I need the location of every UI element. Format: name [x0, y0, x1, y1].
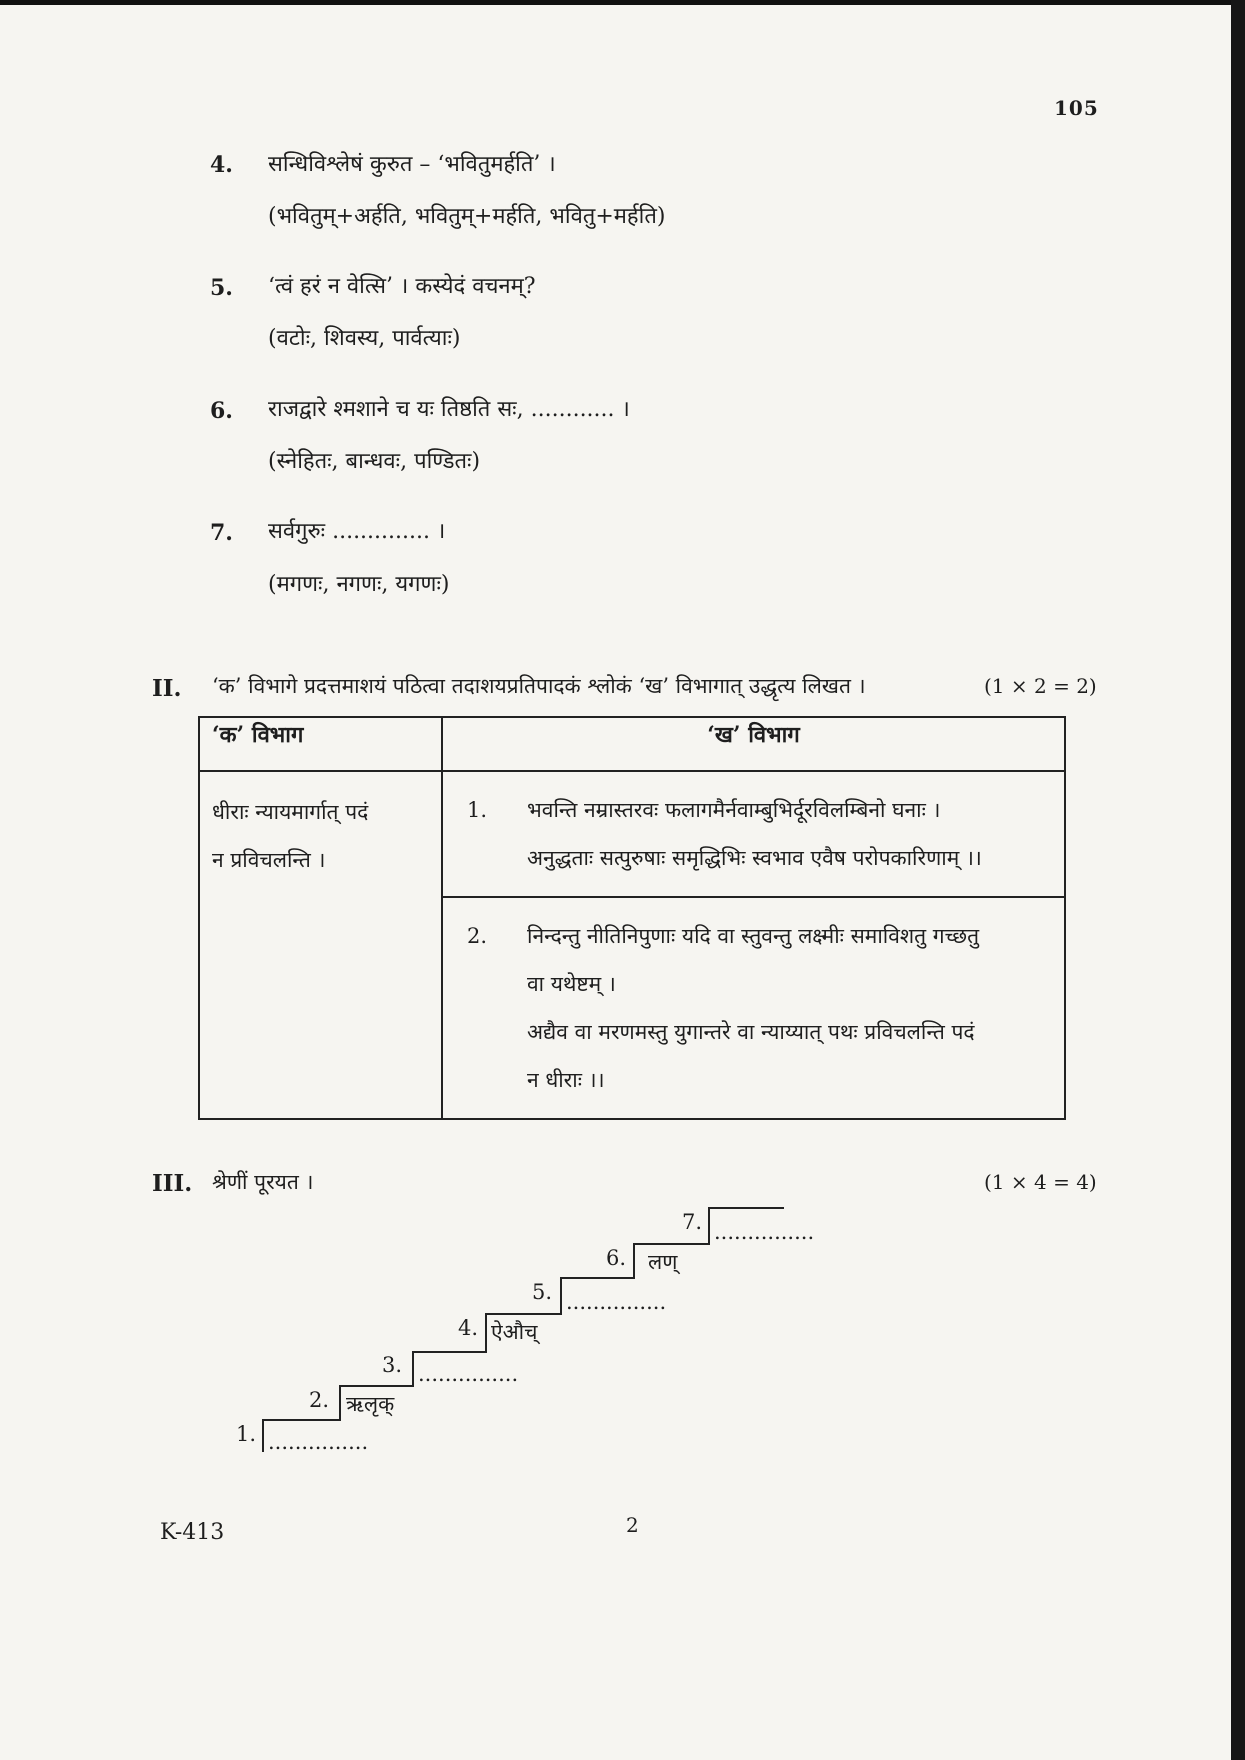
section-marks: (1 × 4 = 4) — [984, 1170, 1097, 1194]
step-number: 3. — [382, 1353, 403, 1377]
step-number: 2. — [309, 1388, 330, 1412]
page-number: 105 — [1054, 96, 1099, 120]
question-options: (स्नेहितः, बान्धवः, पण्डितः) — [268, 449, 481, 474]
paper-code: K-413 — [160, 1520, 225, 1545]
table-header-right: ‘ख’ विभाग — [442, 717, 1065, 771]
question-number: 5. — [210, 275, 233, 301]
left-line: न प्रविचलन्ति । — [212, 848, 326, 872]
section-marks: (1 × 2 = 2) — [984, 674, 1097, 698]
step-number: 7. — [682, 1210, 703, 1234]
question-text: ‘त्वं हरं न वेत्सि’ । कस्येदं वचनम्? — [268, 274, 536, 299]
step-blank: ............... — [418, 1362, 519, 1386]
left-line: धीराः न्यायमार्गात् पदं — [212, 800, 369, 824]
shloka-number: 2. — [467, 924, 488, 948]
question-options: (भवितुम्+अर्हति, भवितुम्+मर्हति, भवितु+मर्हति) — [268, 204, 666, 229]
question-number: 6. — [210, 398, 233, 424]
step-value: ऐऔच् — [491, 1320, 538, 1344]
shloka-line: वा यथेष्टम् । — [527, 972, 616, 996]
shloka-line: अनुद्धताः सत्पुरुषाः समृद्धिभिः स्वभाव एवैष परोपकारिणाम् ।। — [527, 846, 982, 870]
step-value: ऋलृक् — [346, 1392, 395, 1416]
section-instruction: श्रेणीं पूरयत । — [212, 1170, 314, 1194]
section-number: III. — [152, 1170, 193, 1197]
step-number: 6. — [606, 1246, 627, 1270]
step-number: 1. — [236, 1422, 257, 1446]
question-text: राजद्वारे श्मशाने च यः तिष्ठति सः, ............ । — [268, 397, 630, 422]
step-blank: ............... — [714, 1220, 815, 1244]
question-options: (वटोः, शिवस्य, पार्वत्याः) — [268, 326, 461, 351]
step-number: 4. — [458, 1316, 479, 1340]
table-header-left: ‘क’ विभाग — [199, 717, 442, 771]
section-instruction: ‘क’ विभागे प्रदत्तमाशयं पठित्वा तदाशयप्रतिपादकं श्लोकं ‘ख’ विभागात् उद्धृत्य लिखत । — [212, 674, 866, 698]
question-text: सर्वगुरुः .............. । — [268, 519, 446, 544]
question-number: 7. — [210, 520, 233, 546]
shloka-number: 1. — [467, 798, 488, 822]
question-options: (मगणः, नगणः, यगणः) — [268, 572, 450, 597]
shloka-line: भवन्ति नम्रास्तरवः फलागमैर्नवाम्बुभिर्दूरविलम्बिनो घनाः । — [527, 798, 941, 822]
section-number: II. — [152, 675, 182, 702]
step-number: 5. — [532, 1280, 553, 1304]
shloka-line: न धीराः ।। — [527, 1068, 605, 1092]
shloka-line: निन्दन्तु नीतिनिपुणाः यदि वा स्तुवन्तु लक्ष्मीः समाविशतु गच्छतु — [527, 924, 980, 948]
question-text: सन्धिविश्लेषं कुरुत – ‘भवितुमर्हति’ । — [268, 152, 556, 177]
step-blank: ............... — [566, 1290, 667, 1314]
shloka-line: अद्यैव वा मरणमस्तु युगान्तरे वा न्याय्यात् पथः प्रविचलन्ति पदं — [527, 1020, 975, 1044]
footer-page-number: 2 — [626, 1513, 639, 1537]
step-value: लण् — [648, 1250, 678, 1274]
question-number: 4. — [210, 152, 233, 178]
step-blank: ............... — [268, 1430, 369, 1454]
